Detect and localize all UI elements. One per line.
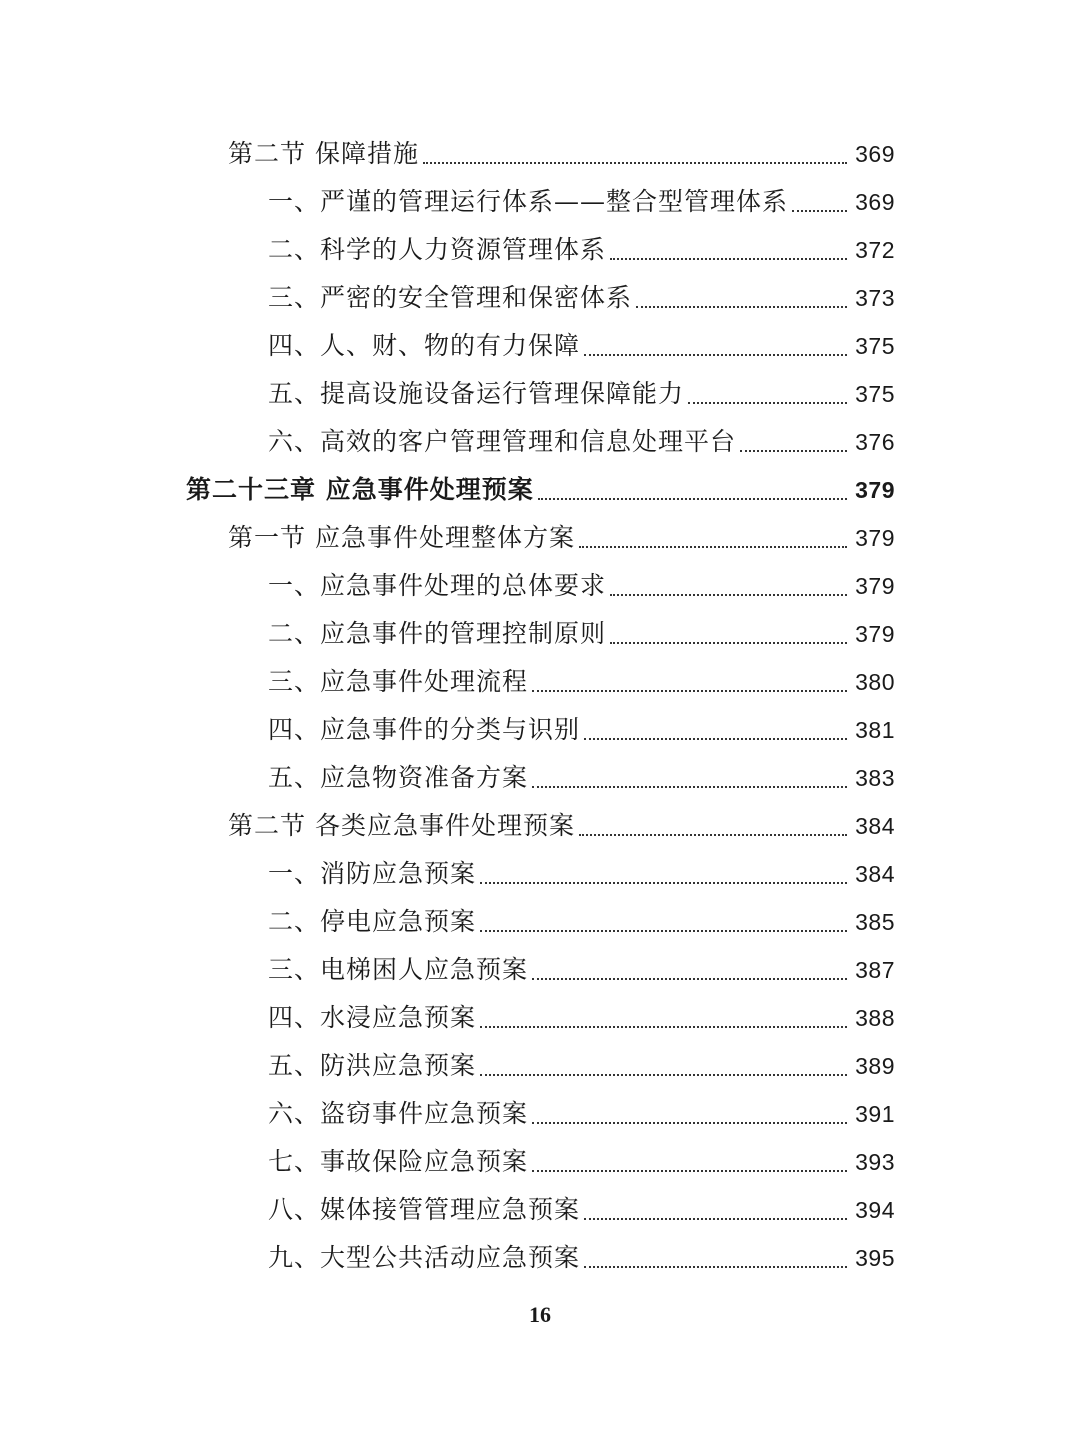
toc-entry-title: 第二节 各类应急事件处理预案 [228, 811, 575, 840]
toc-entry-title: 四、水浸应急预案 [268, 1003, 477, 1032]
toc-entry-page: 379 [855, 621, 895, 647]
dot-leader [688, 376, 847, 404]
toc-entry-title: 六、高效的客户管理管理和信息处理平台 [268, 427, 737, 456]
toc-entry-item[interactable] [0, 706, 1080, 754]
toc-entry-page: 379 [855, 525, 895, 551]
toc-entry-title: 八、媒体接管管理应急预案 [268, 1195, 581, 1224]
toc-entry-item[interactable] [0, 418, 1080, 466]
toc-entry-page: 394 [855, 1197, 895, 1223]
dot-leader [532, 664, 847, 692]
toc-entry-item[interactable] [0, 226, 1080, 274]
toc-entry-page: 388 [855, 1005, 895, 1031]
dot-leader [538, 472, 847, 500]
dot-leader [584, 712, 847, 740]
toc-entry-section[interactable] [0, 130, 1080, 178]
toc-entry-page: 384 [855, 813, 895, 839]
toc-entry-item[interactable] [0, 1234, 1080, 1282]
toc-entry-title: 一、应急事件处理的总体要求 [268, 571, 607, 600]
dot-leader [480, 1000, 847, 1028]
toc-entry-page: 389 [855, 1053, 895, 1079]
toc-entry-title: 五、防洪应急预案 [268, 1051, 477, 1080]
toc-entry-title: 四、人、财、物的有力保障 [268, 331, 581, 360]
table-of-contents [0, 130, 1080, 1282]
toc-entry-item[interactable] [0, 562, 1080, 610]
dot-leader [480, 856, 847, 884]
toc-entry-page: 380 [855, 669, 895, 695]
toc-entry-item[interactable] [0, 1042, 1080, 1090]
toc-entry-page: 375 [855, 333, 895, 359]
dot-leader [579, 808, 847, 836]
toc-entry-page: 373 [855, 285, 895, 311]
dot-leader [584, 328, 847, 356]
toc-entry-title: 一、严谨的管理运行体系——整合型管理体系 [268, 187, 789, 216]
toc-entry-page: 383 [855, 765, 895, 791]
toc-entry-title: 三、严密的安全管理和保密体系 [268, 283, 633, 312]
toc-entry-title: 三、电梯困人应急预案 [268, 955, 529, 984]
toc-entry-item[interactable] [0, 322, 1080, 370]
toc-entry-title: 一、消防应急预案 [268, 859, 477, 888]
toc-entry-page: 379 [855, 573, 895, 599]
toc-entry-page: 387 [855, 957, 895, 983]
toc-entry-title: 二、科学的人力资源管理体系 [268, 235, 607, 264]
toc-entry-chapter[interactable] [0, 466, 1080, 514]
page-number: 16 [529, 1302, 551, 1327]
toc-entry-title: 二、应急事件的管理控制原则 [268, 619, 607, 648]
toc-entry-page: 391 [855, 1101, 895, 1127]
toc-entry-item[interactable] [0, 1090, 1080, 1138]
toc-entry-item[interactable] [0, 898, 1080, 946]
toc-entry-title: 第一节 应急事件处理整体方案 [228, 523, 575, 552]
dot-leader [740, 424, 847, 452]
toc-entry-item[interactable] [0, 1138, 1080, 1186]
dot-leader [584, 1192, 847, 1220]
toc-entry-title: 第二十三章 应急事件处理预案 [186, 475, 534, 504]
dot-leader [532, 1144, 847, 1172]
toc-entry-page: 369 [855, 189, 895, 215]
toc-entry-page: 384 [855, 861, 895, 887]
dot-leader [584, 1240, 847, 1268]
dot-leader [532, 760, 847, 788]
toc-entry-page: 372 [855, 237, 895, 263]
toc-entry-item[interactable] [0, 274, 1080, 322]
toc-entry-item[interactable] [0, 610, 1080, 658]
toc-entry-section[interactable] [0, 802, 1080, 850]
toc-entry-item[interactable] [0, 370, 1080, 418]
dot-leader [610, 616, 847, 644]
toc-entry-section[interactable] [0, 514, 1080, 562]
toc-entry-title: 五、提高设施设备运行管理保障能力 [268, 379, 685, 408]
toc-entry-page: 375 [855, 381, 895, 407]
toc-entry-page: 379 [855, 477, 895, 503]
toc-entry-page: 385 [855, 909, 895, 935]
toc-entry-item[interactable] [0, 1186, 1080, 1234]
dot-leader [610, 232, 847, 260]
toc-entry-title: 二、停电应急预案 [268, 907, 477, 936]
dot-leader [579, 520, 847, 548]
dot-leader [480, 1048, 847, 1076]
toc-entry-title: 四、应急事件的分类与识别 [268, 715, 581, 744]
dot-leader [636, 280, 847, 308]
dot-leader [792, 184, 847, 212]
dot-leader [532, 1096, 847, 1124]
toc-entry-page: 395 [855, 1245, 895, 1271]
toc-entry-page: 393 [855, 1149, 895, 1175]
dot-leader [610, 568, 847, 596]
toc-entry-page: 376 [855, 429, 895, 455]
toc-entry-title: 五、应急物资准备方案 [268, 763, 529, 792]
toc-entry-title: 三、应急事件处理流程 [268, 667, 529, 696]
toc-entry-title: 七、事故保险应急预案 [268, 1147, 529, 1176]
toc-entry-title: 九、大型公共活动应急预案 [268, 1243, 581, 1272]
toc-entry-item[interactable] [0, 178, 1080, 226]
toc-entry-page: 369 [855, 141, 895, 167]
toc-entry-title: 六、盗窃事件应急预案 [268, 1099, 529, 1128]
toc-entry-item[interactable] [0, 850, 1080, 898]
toc-entry-item[interactable] [0, 946, 1080, 994]
toc-entry-title: 第二节 保障措施 [228, 139, 419, 168]
toc-entry-item[interactable] [0, 994, 1080, 1042]
dot-leader [532, 952, 847, 980]
dot-leader [480, 904, 847, 932]
toc-entry-page: 381 [855, 717, 895, 743]
dot-leader [423, 136, 847, 164]
toc-entry-item[interactable] [0, 754, 1080, 802]
toc-entry-item[interactable] [0, 658, 1080, 706]
